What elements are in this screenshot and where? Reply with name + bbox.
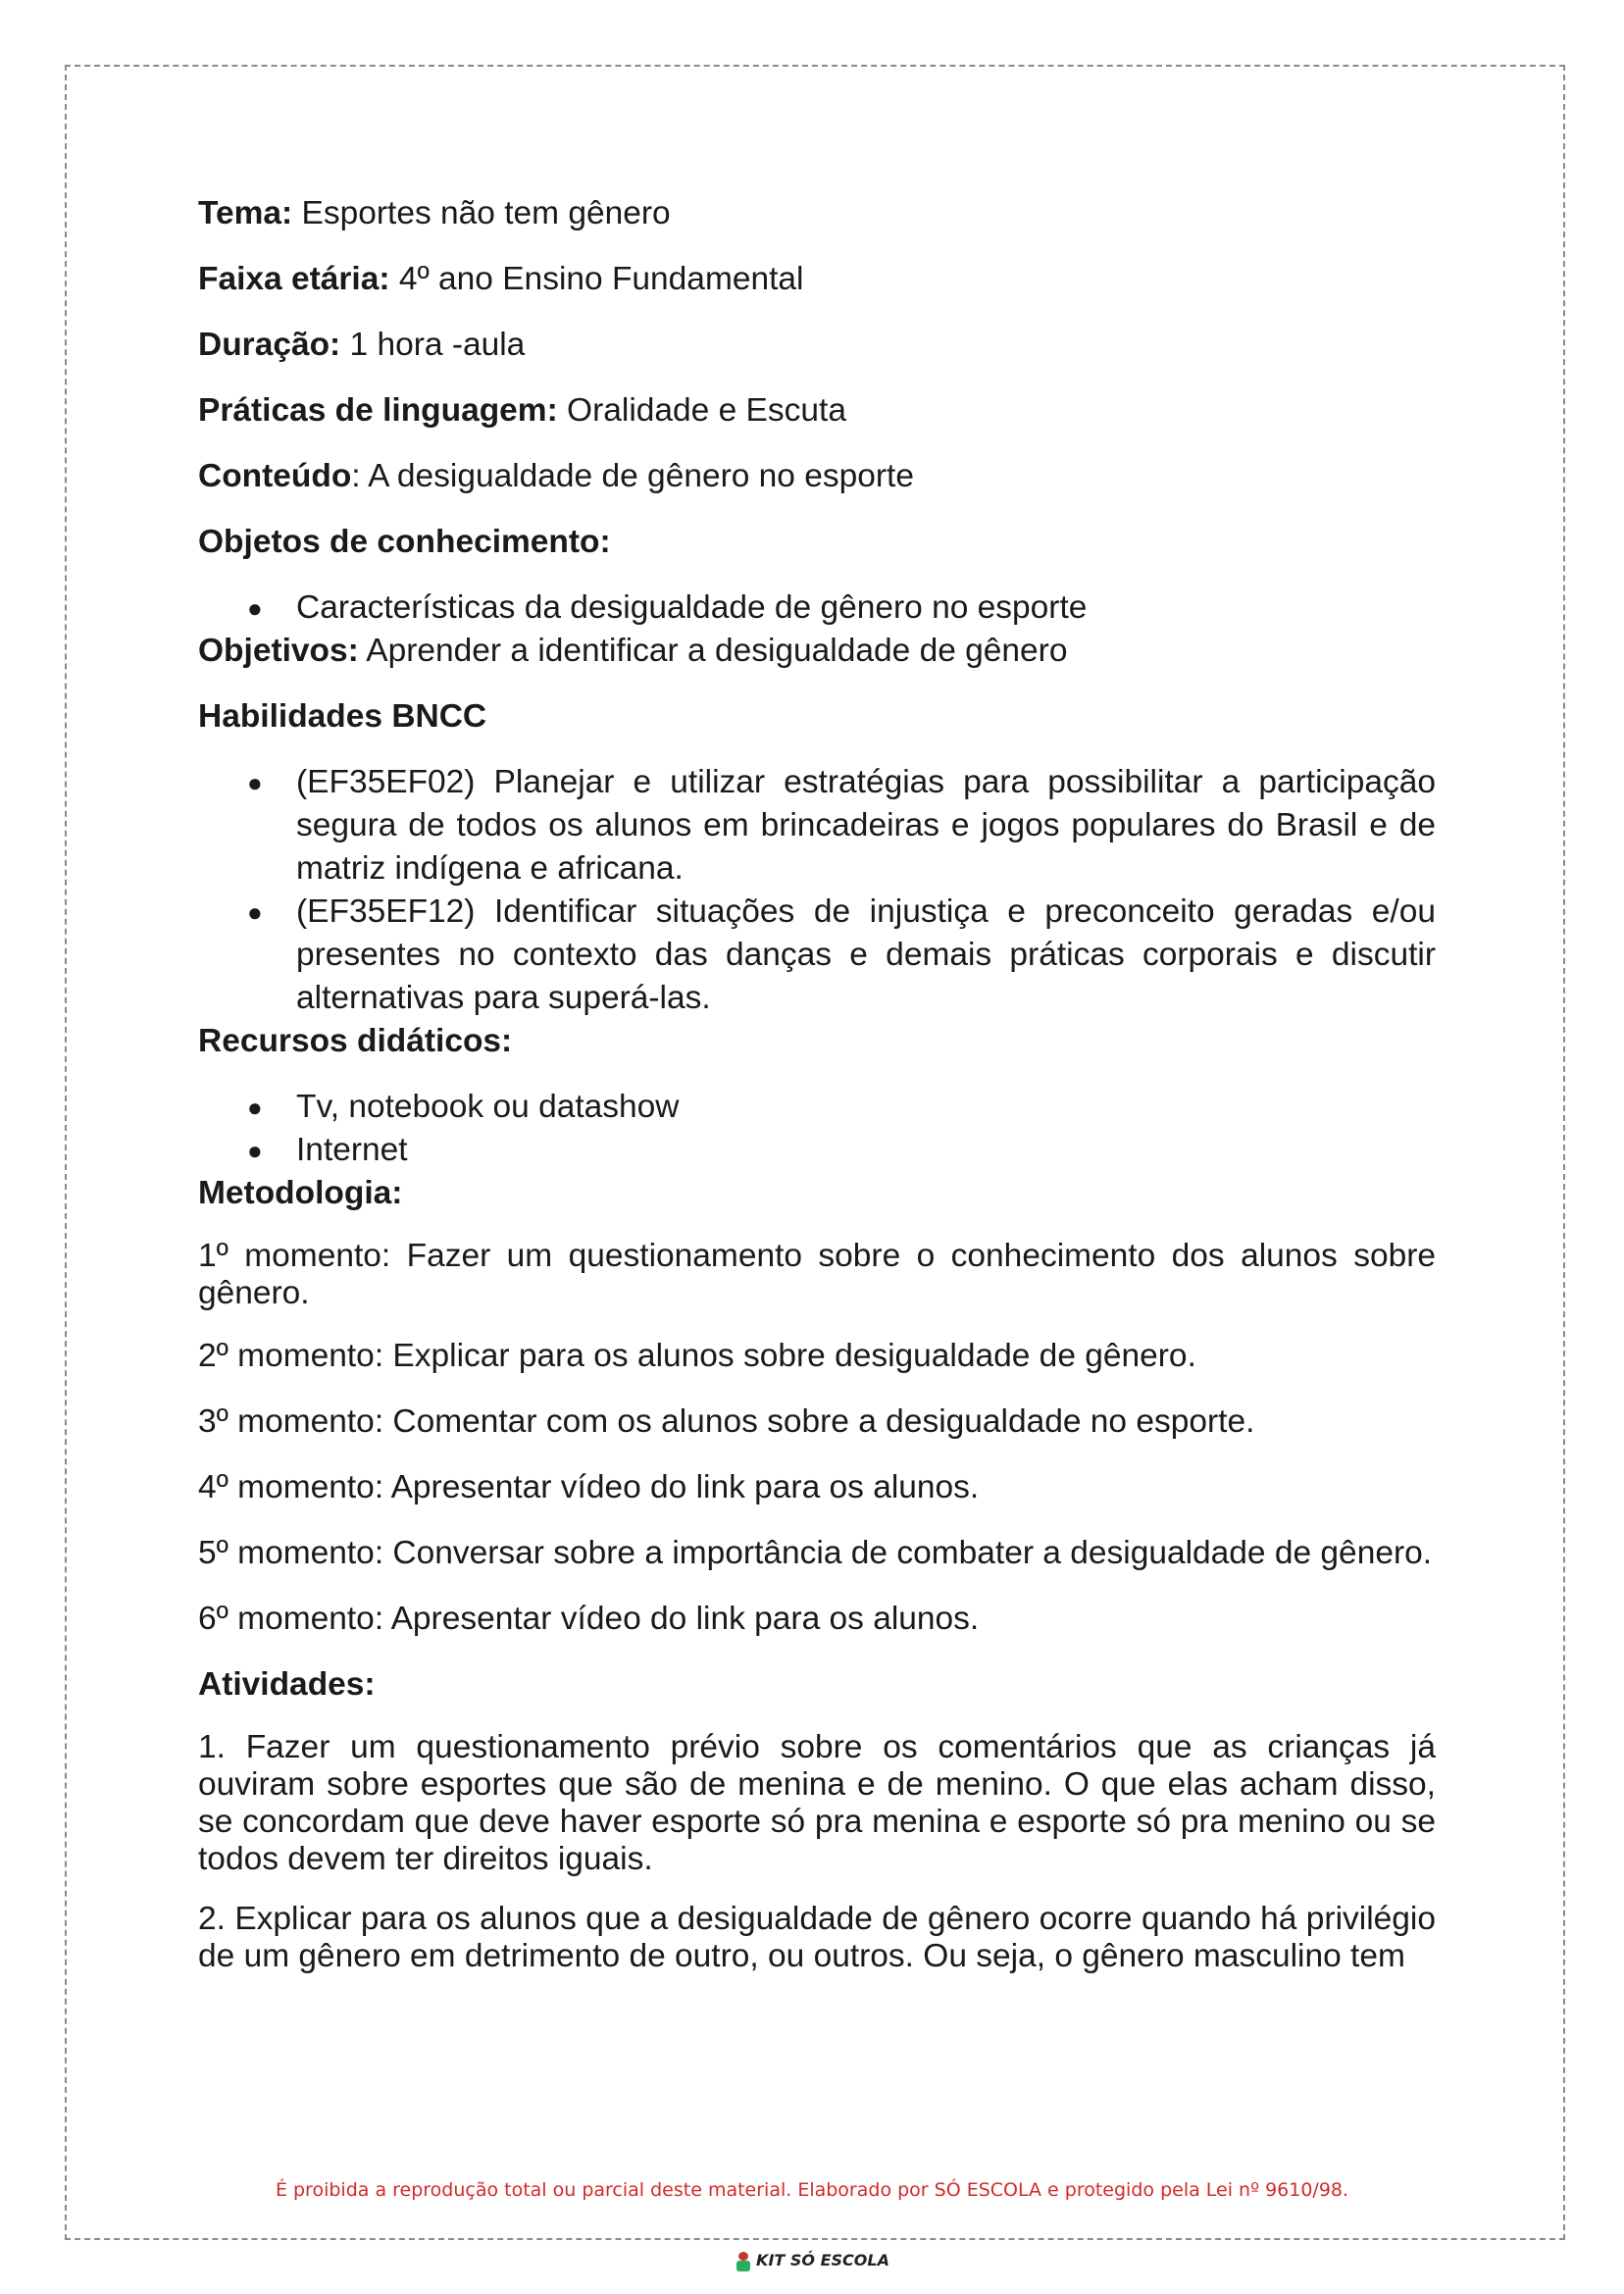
metodologia-step: 6º momento: Apresentar vídeo do link para os alunos. bbox=[198, 1601, 980, 1637]
habilidades-list bbox=[198, 761, 1436, 1020]
brand-logo bbox=[0, 2251, 1624, 2271]
metodologia-step: 3º momento: Comentar com os alunos sobre a desigualdade no esporte. bbox=[198, 1403, 1255, 1440]
field-conteudo: Conteúdo: A desigualdade de gênero no esporte bbox=[198, 458, 914, 494]
field-objetivos: Objetivos: Aprender a identificar a desigualdade de gênero bbox=[198, 633, 1068, 669]
list-item: ● Tv, notebook ou datashow bbox=[198, 1086, 1436, 1129]
heading-atividades: Atividades: bbox=[198, 1666, 376, 1703]
list-item: ● Internet bbox=[198, 1129, 1436, 1172]
kid-icon bbox=[735, 2252, 752, 2271]
atividade-item: 1. Fazer um questionamento prévio sobre os comentários que as crianças já ouviram sobre esportes que são de menina e de menino. O que elas acham disso, se concordam que deve haver esporte só pra menina e esporte só pra menino ou se todos devem ter direitos iguais. bbox=[198, 1729, 1436, 1877]
field-faixa-etaria: Faixa etária: 4º ano Ensino Fundamental bbox=[198, 261, 804, 297]
logo-text: KIT SÓ ESCOLA bbox=[756, 2251, 889, 2269]
list-item: ● (EF35EF12) Identificar situações de injustiça e preconceito geradas e/ou presentes no contexto das danças e demais práticas corporais e discutir alternativas para superá-las. bbox=[198, 891, 1436, 1020]
copyright-notice: É proibida a reprodução total ou parcial deste material. Elaborado por SÓ ESCOLA e protegido pela Lei nº 9610/98. bbox=[275, 2179, 1349, 2201]
metodologia-step: 4º momento: Apresentar vídeo do link para os alunos. bbox=[198, 1469, 980, 1505]
metodologia-step: 2º momento: Explicar para os alunos sobre desigualdade de gênero. bbox=[198, 1338, 1196, 1374]
heading-recursos: Recursos didáticos: bbox=[198, 1023, 513, 1059]
metodologia-step: 1º momento: Fazer um questionamento sobre o conhecimento dos alunos sobre gênero. bbox=[198, 1238, 1436, 1311]
objetos-list bbox=[198, 586, 1436, 630]
heading-habilidades: Habilidades BNCC bbox=[198, 698, 487, 735]
lesson-plan bbox=[198, 192, 1436, 1998]
heading-metodologia: Metodologia: bbox=[198, 1175, 403, 1211]
field-duracao: Duração: 1 hora -aula bbox=[198, 327, 526, 363]
list-item: ● Características da desigualdade de gênero no esporte bbox=[198, 586, 1436, 630]
metodologia-step: 5º momento: Conversar sobre a importância de combater a desigualdade de gênero. bbox=[198, 1535, 1433, 1571]
heading-objetos: Objetos de conhecimento: bbox=[198, 524, 611, 560]
field-praticas: Práticas de linguagem: Oralidade e Escuta bbox=[198, 392, 846, 429]
recursos-list bbox=[198, 1086, 1436, 1172]
atividade-item: 2. Explicar para os alunos que a desigualdade de gênero ocorre quando há privilégio de um gênero em detrimento de outro, ou outros. Ou seja, o gênero masculino tem bbox=[198, 1901, 1436, 1974]
list-item: ● (EF35EF02) Planejar e utilizar estratégias para possibilitar a participação segura de todos os alunos em brincadeiras e jogos populares do Brasil e de matriz indígena e africana. bbox=[198, 761, 1436, 891]
field-tema: Tema: Esportes não tem gênero bbox=[198, 195, 671, 231]
